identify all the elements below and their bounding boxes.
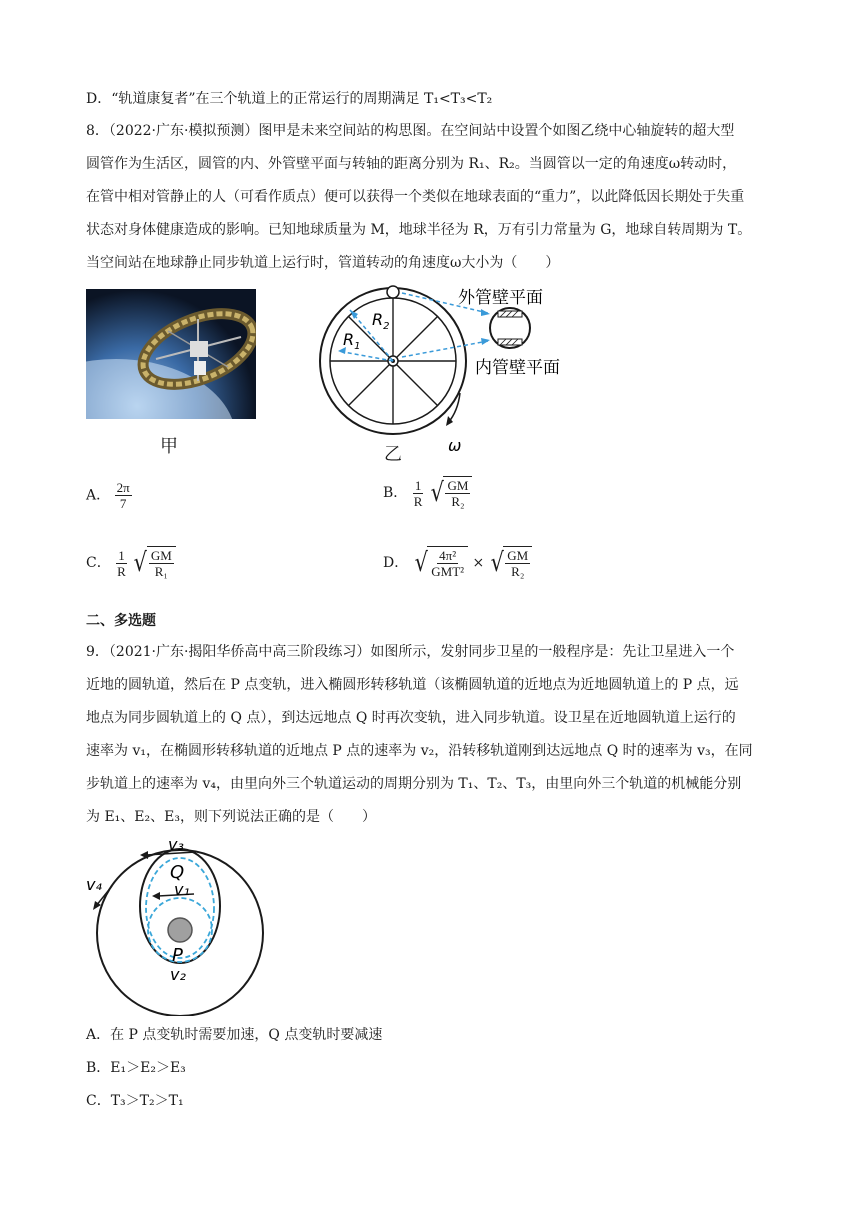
q8-option-d[interactable]: D． √ $\frac{\text{4π²}}{\text{GMT²}}$ × √ $\frac{GM}{\text{R₂}}$ <box>383 546 532 580</box>
option-c-label: C． <box>86 555 111 571</box>
q9-option-c[interactable]: C．T₃＞T₂＞T₁ <box>86 1093 184 1109</box>
q9-line-6: 为 E₁、E₂、E₃，则下列说法正确的是（ ） <box>86 809 376 825</box>
q9-line-4: 速率为 v₁，在椭圆形转移轨道的近地点 P 点的速率为 v₂，沿转移轨道刚到达远地点 Q 时的速率为 v₃，在同 <box>86 743 753 759</box>
figure-jia-label: 甲 <box>160 436 178 457</box>
option-a-label: A． <box>86 487 111 504</box>
label-q: Q <box>170 862 185 883</box>
space-station-photo <box>86 289 256 419</box>
q8-line-5: 当空间站在地球静止同步轨道上运行时，管道转动的角速度ω大小为（ ） <box>86 255 560 271</box>
option-c-sqrt: √ $\frac{GM}{\text{R₁}}$ <box>132 546 176 580</box>
q8-line-2: 圆管作为生活区，圆管的内、外管壁平面与转轴的距离分别为 R₁、R₂。当圆管以一定的角速度ω转动时， <box>86 156 737 172</box>
q9-line-1: 9．（2021·广东·揭阳华侨高中高三阶段练习）如图所示，发射同步卫星的一般程序是：先让卫星进入一个 <box>86 644 735 660</box>
label-outer-wall: 外管壁平面 <box>458 288 543 308</box>
label-v4: v₄ <box>86 875 102 894</box>
q8-option-b[interactable]: B． $\frac{1}{R}$ √ $\frac{GM}{\text{R₂}}$ <box>383 476 472 510</box>
label-v2: v₂ <box>170 965 186 984</box>
label-v3: v₃ <box>168 838 184 854</box>
rotating-tube-diagram <box>310 283 600 458</box>
label-omega: ω <box>448 436 462 455</box>
space-station-drawing <box>86 289 256 419</box>
label-v1: v₁ <box>174 880 190 899</box>
q8-line-3: 在管中相对管静止的人（可看作质点）便可以获得一个类似在地球表面的“重力”，以此降低因长期处于失重 <box>86 189 745 205</box>
q9-option-a[interactable]: A．在 P 点变轨时需要加速，Q 点变轨时要减速 <box>86 1027 383 1043</box>
option-a-fraction: $\frac{2\pi}{7}$ <box>116 480 130 511</box>
q8-option-a[interactable] <box>86 480 132 511</box>
label-r1: $R_1$ <box>343 330 361 352</box>
q8-line-4: 状态对身体健康造成的影响。已知地球质量为 M，地球半径为 R，万有引力常量为 G，地球自转周期为 T。 <box>86 222 752 238</box>
option-b-sqrt: √ $\frac{GM}{\text{R₂}}$ <box>429 476 473 510</box>
label-inner-wall: 内管壁平面 <box>475 358 560 378</box>
option-d-label: D． <box>383 555 409 571</box>
q8-option-c[interactable]: C． $\frac{1}{R}$ √ $\frac{GM}{\text{R₁}}$ <box>86 546 176 580</box>
label-p: P <box>172 945 183 966</box>
option-b-label: B． <box>383 485 408 501</box>
label-r2: $R_2$ <box>372 310 390 332</box>
orbit-diagram <box>84 838 274 1016</box>
section-heading-multi-choice: 二、多选题 <box>86 613 156 629</box>
q8-line-1: 8．（2022·广东·模拟预测）图甲是未来空间站的构思图。在空间站中设置个如图乙绕中心轴旋转的超大型 <box>86 123 735 139</box>
figure-yi-label: 乙 <box>384 444 402 465</box>
prev-option-d: D．“轨道康复者”在三个轨道上的正常运行的周期满足 T₁<T₃<T₂ <box>86 91 493 107</box>
q9-line-2: 近地的圆轨道，然后在 P 点变轨，进入椭圆形转移轨道（该椭圆轨道的近地点为近地圆轨道上的 P 点，远 <box>86 677 739 693</box>
q9-line-3: 地点为同步圆轨道上的 Q 点），到达远地点 Q 时再次变轨，进入同步轨道。设卫星在近地圆轨道上运行的 <box>86 710 736 726</box>
q9-line-5: 步轨道上的速率为 v₄，由里向外三个轨道运动的周期分别为 T₁、T₂、T₃，由里向外三个轨道的机械能分别 <box>86 776 742 792</box>
q9-option-b[interactable]: B．E₁＞E₂＞E₃ <box>86 1060 186 1076</box>
